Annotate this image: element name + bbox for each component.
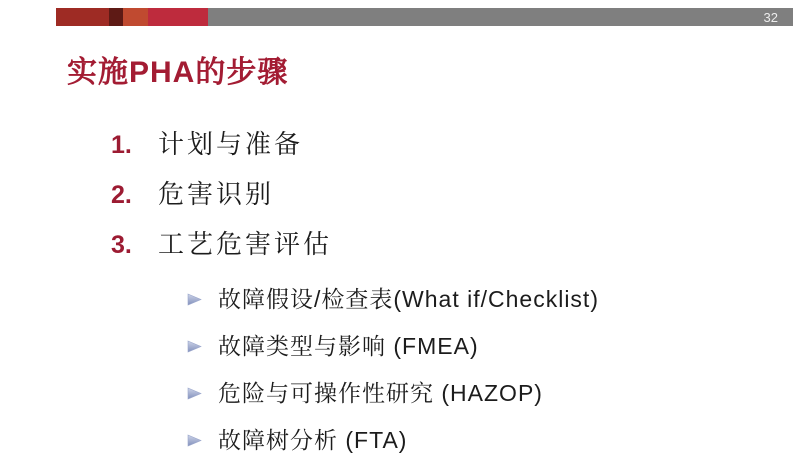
sub-list-item-text: 故障假设/检查表(What if/Checklist) [218, 286, 599, 312]
accent-bar-segment [56, 8, 109, 26]
arrow-bullet-icon [187, 387, 202, 400]
arrow-bullet-icon [187, 293, 202, 306]
slide-accent-bar [56, 8, 793, 26]
accent-bar-segment [123, 8, 148, 26]
sub-list-item-text: 危险与可操作性研究 (HAZOP) [218, 380, 543, 406]
list-item-text: 计划与准备 [158, 129, 304, 159]
page-number-bar [208, 8, 793, 26]
list-item-number: 1. [111, 131, 132, 159]
sub-list-item [187, 425, 407, 455]
accent-bar-segment [109, 8, 123, 26]
slide-title: 实施PHA的步骤 [67, 56, 289, 89]
sub-list-item [187, 378, 543, 408]
list-item [111, 228, 332, 261]
list-item-number: 3. [111, 231, 132, 259]
accent-bar-segment [148, 8, 208, 26]
list-item [111, 128, 303, 161]
sub-list-item-text: 故障树分析 (FTA) [218, 427, 408, 453]
arrow-bullet-icon [187, 434, 202, 447]
page-number: 32 [763, 9, 778, 25]
sub-list-item-text: 故障类型与影响 (FMEA) [218, 333, 479, 359]
list-item [111, 178, 274, 211]
sub-list-item [187, 331, 479, 361]
arrow-bullet-icon [187, 340, 202, 353]
list-item-text: 危害识别 [158, 179, 275, 209]
list-item-number: 2. [111, 181, 132, 209]
list-item-text: 工艺危害评估 [158, 229, 333, 259]
sub-list-item [187, 284, 599, 314]
